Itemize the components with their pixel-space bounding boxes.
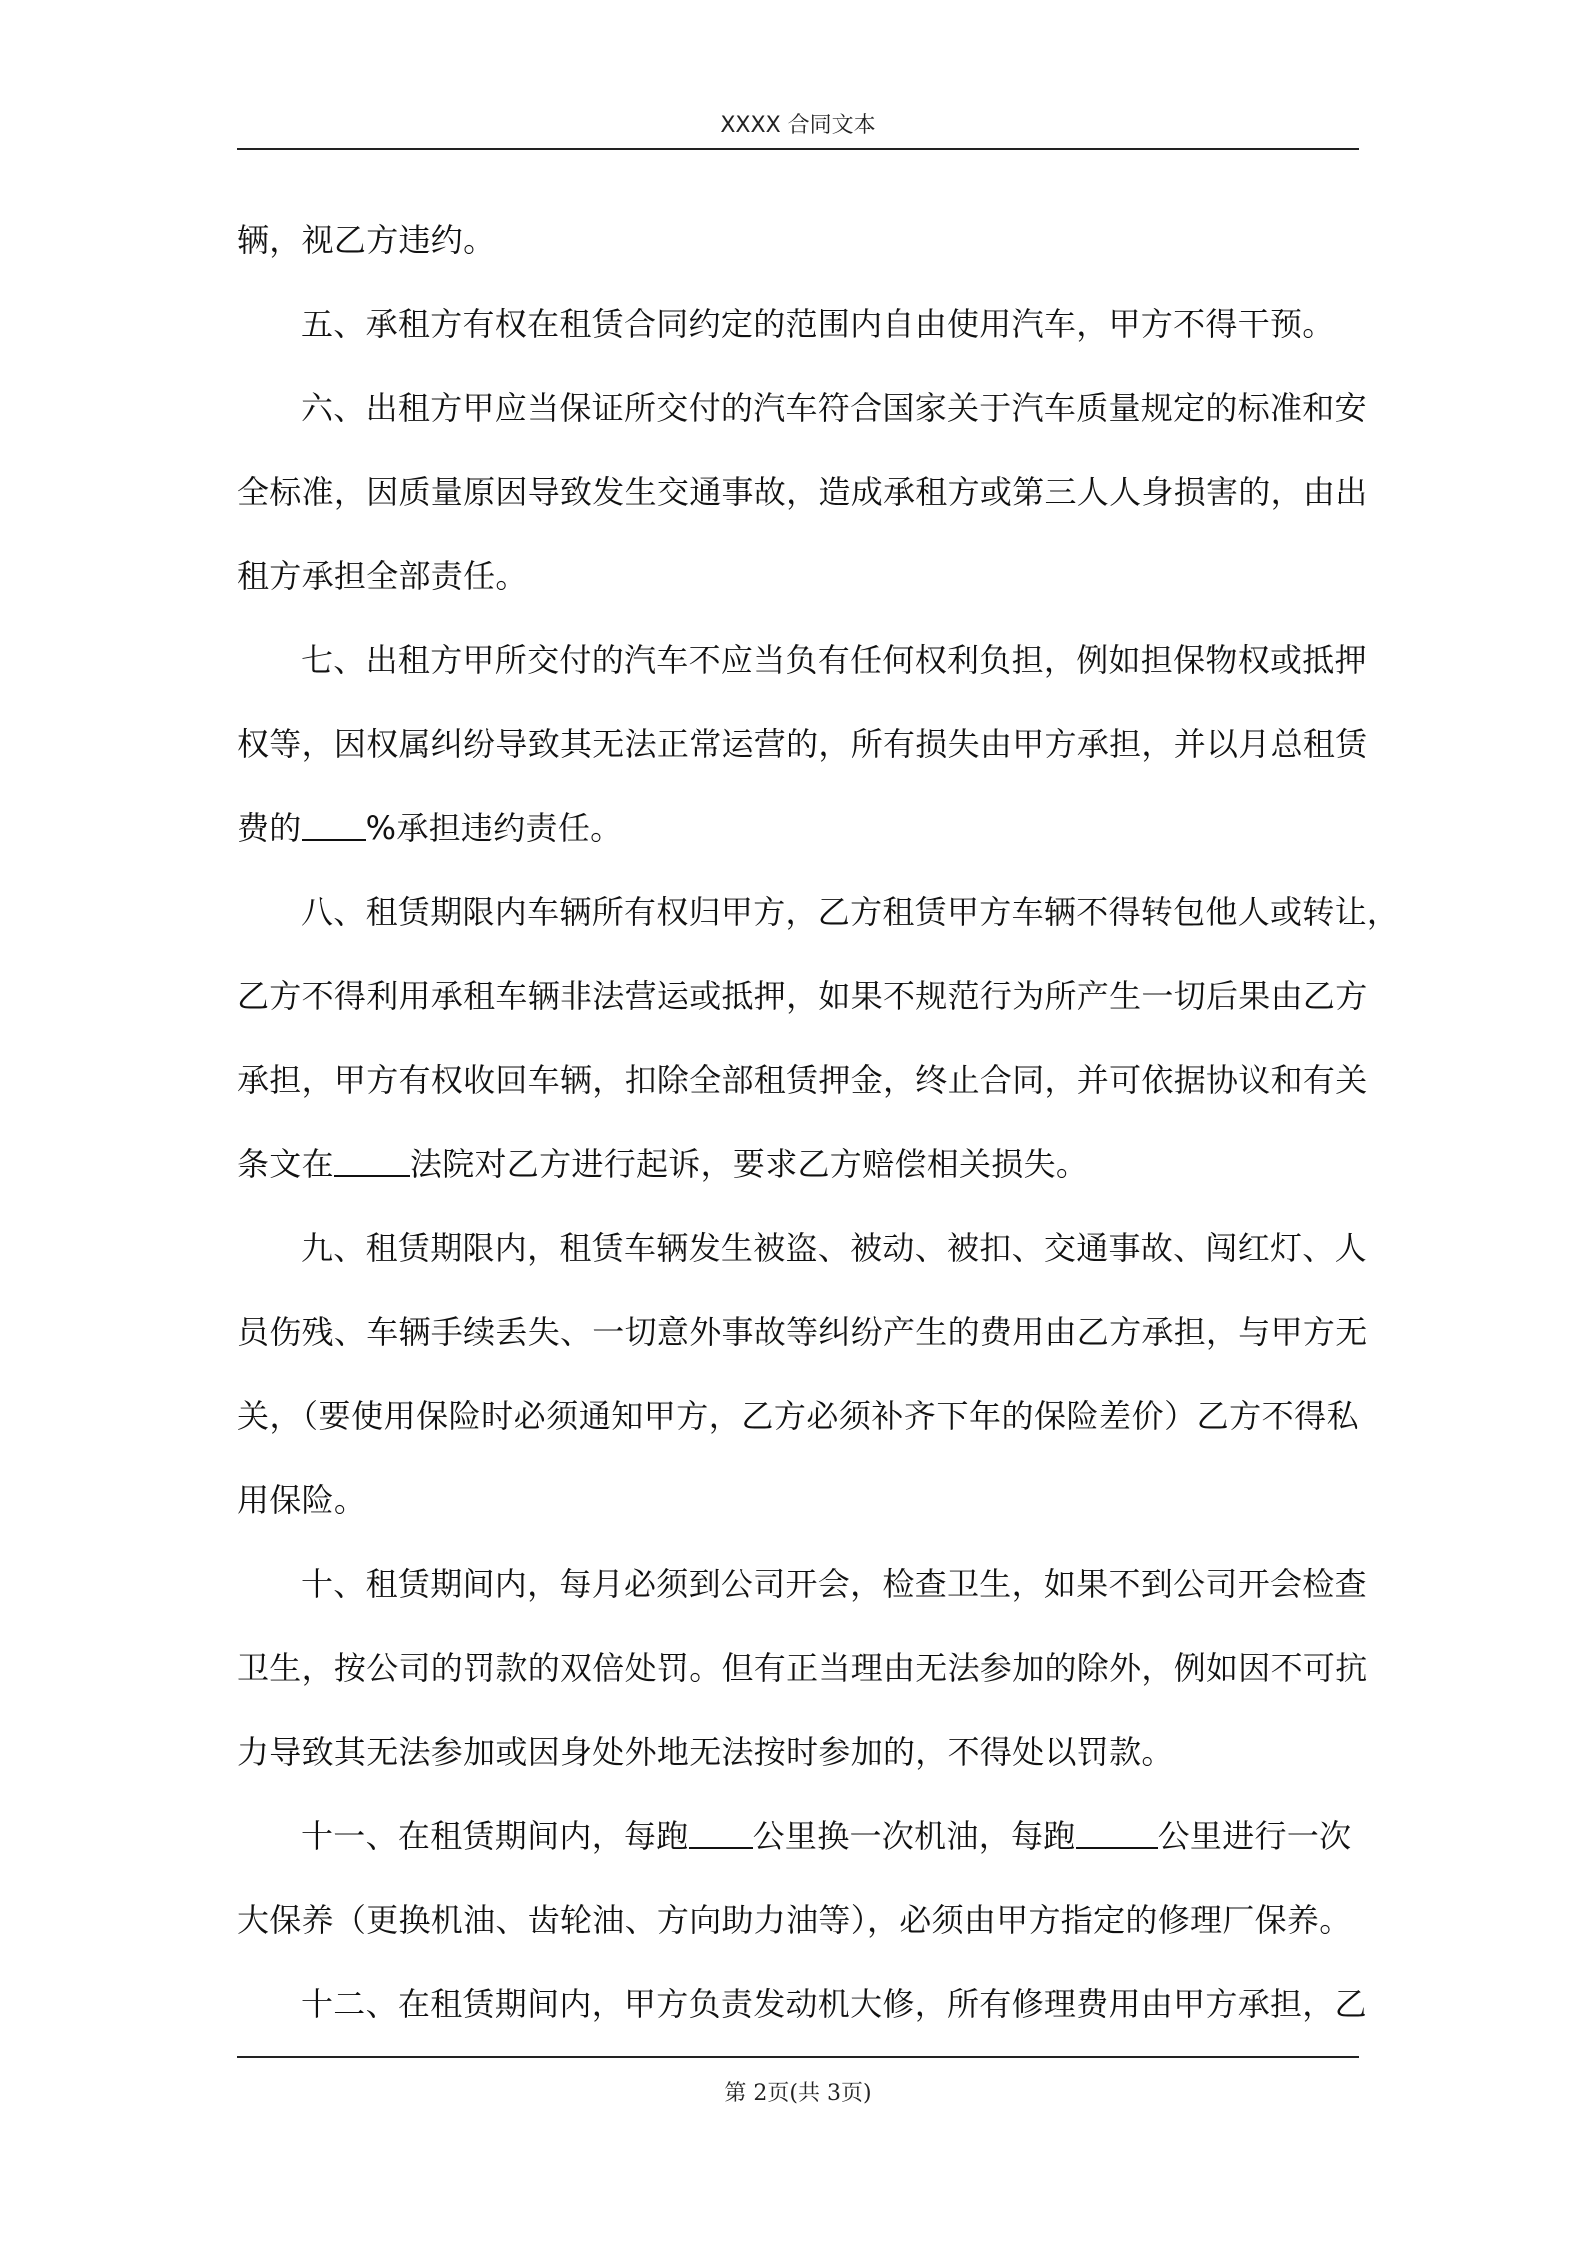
page-number: 第 2页(共 3页) — [724, 2081, 872, 2106]
clause-12: 十二、在租赁期间内，甲方负责发动机大修，所有修理费用由甲方承担，乙 — [301, 1985, 1367, 2023]
text-line: 力导致其无法参加或因身处外地无法按时参加的，不得处以罚款。 — [237, 1733, 1174, 1771]
text-line: 卫生，按公司的罚款的双倍处罚。但有正当理由无法参加的除外，例如因不可抗 — [237, 1649, 1368, 1687]
clause-10: 十、租赁期间内，每月必须到公司开会，检查卫生，如果不到公司开会检查 — [301, 1565, 1367, 1603]
clause-7: 七、出租方甲所交付的汽车不应当负有任何权利负担，例如担保物权或抵押 — [301, 641, 1367, 679]
text-line: 辆，视乙方违约。 — [237, 221, 496, 259]
text-line-with-blank — [237, 1122, 1359, 1206]
fill-in-blank[interactable] — [1076, 1817, 1158, 1849]
text-line: 租方承担全部责任。 — [237, 557, 528, 595]
text-segment: 公里换一次机油，每跑 — [752, 1817, 1076, 1855]
document-body — [237, 198, 1400, 2046]
text-segment: %承担违约责任。 — [365, 809, 623, 847]
fill-in-blank[interactable] — [689, 1817, 753, 1849]
text-line: 大保养（更换机油、齿轮油、方向助力油等），必须由甲方指定的修理厂保养。 — [237, 1901, 1352, 1939]
text-segment: 公里进行一次 — [1157, 1817, 1352, 1855]
fill-in-blank[interactable] — [334, 1145, 410, 1177]
text-line: 全标准，因质量原因导致发生交通事故，造成承租方或第三人人身损害的，由出 — [237, 473, 1368, 511]
text-line: 承担，甲方有权收回车辆，扣除全部租赁押金，终止合同，并可依据协议和有关 — [237, 1061, 1368, 1099]
text-line-with-blank — [237, 786, 1359, 870]
text-segment: 法院对乙方进行起诉，要求乙方赔偿相关损失。 — [409, 1145, 1089, 1183]
page-header: XXXX 合同文本 — [720, 113, 876, 138]
header-divider — [237, 148, 1359, 150]
text-line: 员伤残、车辆手续丢失、一切意外事故等纠纷产生的费用由乙方承担，与甲方无 — [237, 1313, 1368, 1351]
clause-6: 六、出租方甲应当保证所交付的汽车符合国家关于汽车质量规定的标准和安 — [301, 389, 1367, 427]
text-segment: 条文在 — [237, 1145, 334, 1183]
text-line: 权等，因权属纠纷导致其无法正常运营的，所有损失由甲方承担，并以月总租赁 — [237, 725, 1368, 763]
clause-8: 八、租赁期限内车辆所有权归甲方，乙方租赁甲方车辆不得转包他人或转让， — [301, 893, 1400, 931]
text-line: 用保险。 — [237, 1481, 367, 1519]
text-segment: 十一、在租赁期间内，每跑 — [301, 1817, 689, 1855]
fill-in-blank[interactable] — [302, 809, 366, 841]
clause-11 — [237, 1794, 1359, 1878]
clause-9: 九、租赁期限内，租赁车辆发生被盗、被动、被扣、交通事故、闯红灯、人 — [301, 1229, 1367, 1267]
footer-divider — [237, 2056, 1359, 2058]
clause-5: 五、承租方有权在租赁合同约定的范围内自由使用汽车，甲方不得干预。 — [301, 305, 1335, 343]
text-segment: 费的 — [237, 809, 302, 847]
text-line: 乙方不得利用承租车辆非法营运或抵押，如果不规范行为所产生一切后果由乙方 — [237, 977, 1368, 1015]
text-line: 关，（要使用保险时必须通知甲方，乙方必须补齐下年的保险差价）乙方不得私 — [237, 1397, 1359, 1435]
